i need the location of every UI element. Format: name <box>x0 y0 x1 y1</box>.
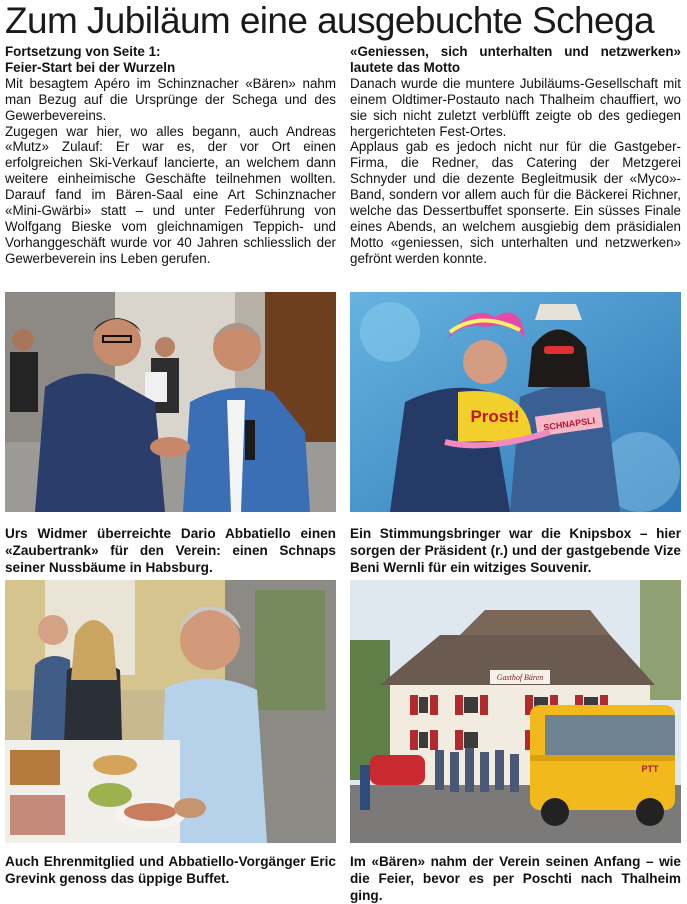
prost-sign-text: Prost! <box>470 407 520 426</box>
caption-buffet: Auch Ehrenmitglied und Abbatiello-Vorgänger Eric Grevink genoss das üppige Buffet. <box>5 854 336 886</box>
bus-sign-text: PTT <box>641 764 659 774</box>
caption-handshake: Urs Widmer überreichte Dario Abbatiello einen «Zaubertrank» für den Verein: einen Schnaps seiner Nussbäume in Habsburg. <box>5 526 336 575</box>
caption-hotel-baeren: Im «Bären» nahm der Verein seinen Anfang – wie die Feier, bevor es per Poschti nach Thalheim ging. <box>350 854 681 903</box>
right-subhead: «Geniessen, sich unterhalten und netzwerken» lautete das Motto <box>350 44 681 75</box>
schnaps-sign-text: SCHNAPSLI <box>542 415 596 433</box>
headline: Zum Jubiläum eine ausgebuchte Schega <box>5 0 654 41</box>
caption-photo-booth: Ein Stimmungsbringer war die Knipsbox – hier sorgen der Präsident (r.) und der gastgebende Vize Beni Wernli für ein witziges Souvenir. <box>350 526 681 575</box>
left-text-column <box>5 44 336 267</box>
left-subhead: Feier-Start bei der Wurzeln <box>5 59 176 75</box>
hotel-sign-text: Gasthof Bären <box>496 673 544 682</box>
left-paragraph: Zugegen war hier, wo alles begann, auch Andreas «Mutz» Zulauf: Er war es, der vor Ort einen erfolgreichen Ski-Verkauf lancierte, an welchem dann weitere einheimische Geschäfte teilnehmen wollten. Darauf fand im Bären-Saal eine Art Schinznacher «Mini-Gwärbi» statt – und unter Federführung von Wolfgang Bieske vom gleichnamigen Teppich- und Vorhanggeschäft wurde vor 40 Jahren schliesslich der Gewerbeverein ins Leben gerufen. <box>5 123 336 266</box>
left-paragraph: Mit besagtem Apéro im Schinznacher «Bären» nahm man Bezug auf die Ursprünge der Schega und des Gewerbevereins. <box>5 75 336 123</box>
right-paragraph: Danach wurde die muntere Jubiläums-Gesellschaft mit einem Oldtimer-Postauto nach Thalheim chauffiert, wo sie sich nicht zuletzt verblüfft zeigte ob des gediegen hergerichteten Fest-Ortes. <box>350 75 681 139</box>
photo-photo-booth <box>350 292 681 512</box>
right-text-column <box>350 44 681 267</box>
photo-hotel-baeren <box>350 580 681 843</box>
right-paragraph: Applaus gab es jedoch nicht nur für die Gastgeber-Firma, die Redner, das Catering der Metzgerei Schnyder und die dezente Begleitmusik der «Myco»-Band, sondern vor allem auch für die Bäckerei Richner, welche das Dessertbuffet sponserte. Ein süsses Finale eines Abends, an welchem ausgiebig dem präsidialen Motto «geniessen, sich unterhalten und netzwerken» gefrönt werden konnte. <box>350 139 681 266</box>
photo-handshake <box>5 292 336 512</box>
photo-buffet <box>5 580 336 843</box>
continuation-note: Fortsetzung von Seite 1: <box>5 44 161 59</box>
